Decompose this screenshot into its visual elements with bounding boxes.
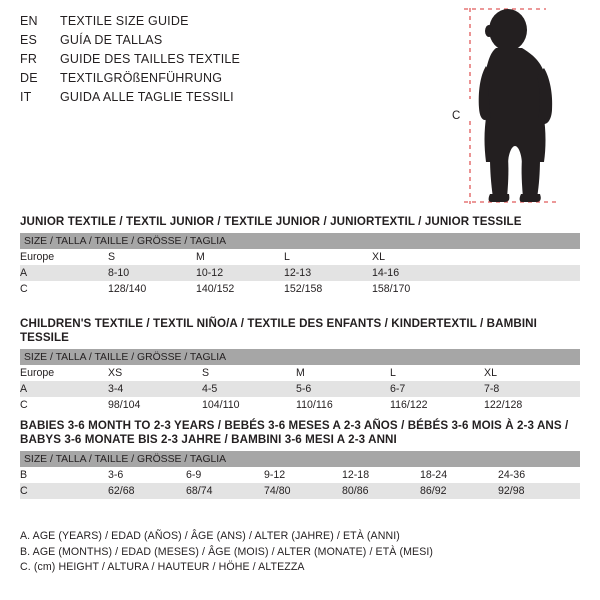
cell: 86/92 [420, 483, 498, 499]
cell: XL [484, 365, 580, 381]
language-code-de: DE [20, 71, 38, 85]
section-babies-textile [20, 419, 580, 499]
cell: 14-16 [372, 265, 580, 281]
section-title-babies: BABIES 3-6 MONTH TO 2-3 YEARS / BEBÉS 3-6 MESES A 2-3 AÑOS / BÉBÉS 3-6 MOIS À 2-3 ANS / BABYS 3-6 MONATE BIS 2-3 JAHRE / BAMBINI 3-6 MESI A 2-3 ANNI [20, 419, 569, 446]
table-row [20, 397, 580, 413]
cell: 24-36 [498, 467, 580, 483]
section-title-childrens: CHILDREN'S TEXTILE / TEXTIL NIÑO/A / TEXTILE DES ENFANTS / KINDERTEXTIL / BAMBINI TESSILE [20, 317, 537, 344]
silhouette-body [479, 9, 552, 202]
height-measure-label: C [452, 110, 461, 122]
language-row-it [20, 90, 440, 109]
row-label: A [20, 381, 108, 397]
language-text-es: GUÍA DE TALLAS [60, 33, 163, 47]
cell: 5-6 [296, 381, 390, 397]
row-label: B [20, 467, 108, 483]
cell: 12-18 [342, 467, 420, 483]
cell: 140/152 [196, 281, 284, 297]
cell: 9-12 [264, 467, 342, 483]
cell: S [108, 249, 196, 265]
cell: L [284, 249, 372, 265]
size-table-junior [20, 233, 580, 297]
cell: 18-24 [420, 467, 498, 483]
cell: L [390, 365, 484, 381]
cell: S [202, 365, 296, 381]
row-label: Europe [20, 249, 108, 265]
language-text-en: TEXTILE SIZE GUIDE [60, 14, 189, 28]
cell: 152/158 [284, 281, 372, 297]
cell: 12-13 [284, 265, 372, 281]
cell: 92/98 [498, 483, 580, 499]
footnote-c: C. (cm) HEIGHT / ALTURA / HAUTEUR / HÖHE / ALTEZZA [20, 561, 305, 573]
cell: 3-6 [108, 467, 186, 483]
cell: 4-5 [202, 381, 296, 397]
child-silhouette-icon [460, 6, 590, 206]
cell: 104/110 [202, 397, 296, 413]
cell: 128/140 [108, 281, 196, 297]
row-label: A [20, 265, 108, 281]
cell: XL [372, 249, 580, 265]
cell: 62/68 [108, 483, 186, 499]
cell: 116/122 [390, 397, 484, 413]
language-code-fr: FR [20, 52, 38, 66]
table-header-row [20, 349, 580, 365]
cell: 8-10 [108, 265, 196, 281]
language-code-en: EN [20, 14, 38, 28]
table-header-row [20, 233, 580, 249]
language-header [20, 14, 440, 109]
size-header-label: SIZE / TALLA / TAILLE / GRÖSSE / TAGLIA [20, 451, 580, 467]
section-childrens-textile [20, 317, 580, 413]
cell: 3-4 [108, 381, 202, 397]
size-table-babies [20, 451, 580, 499]
table-row [20, 467, 580, 483]
cell: 6-7 [390, 381, 484, 397]
size-header-label: SIZE / TALLA / TAILLE / GRÖSSE / TAGLIA [20, 233, 580, 249]
language-text-fr: GUIDE DES TAILLES TEXTILE [60, 52, 241, 66]
measurement-figure [440, 6, 590, 206]
section-junior-textile [20, 215, 580, 297]
table-row [20, 249, 580, 265]
language-row-fr [20, 52, 440, 71]
row-label: C [20, 281, 108, 297]
cell: 74/80 [264, 483, 342, 499]
cell: 80/86 [342, 483, 420, 499]
row-label: Europe [20, 365, 108, 381]
cell: 110/116 [296, 397, 390, 413]
language-code-it: IT [20, 90, 32, 104]
cell: 122/128 [484, 397, 580, 413]
language-text-it: GUIDA ALLE TAGLIE TESSILI [60, 90, 234, 104]
size-table-childrens [20, 349, 580, 413]
cell: 98/104 [108, 397, 202, 413]
section-title-junior: JUNIOR TEXTILE / TEXTIL JUNIOR / TEXTILE JUNIOR / JUNIORTEXTIL / JUNIOR TESSILE [20, 215, 522, 228]
cell: XS [108, 365, 202, 381]
language-text-de: TEXTILGRÖßENFÜHRUNG [60, 71, 223, 85]
row-label: C [20, 397, 108, 413]
language-row-en [20, 14, 440, 33]
cell: M [196, 249, 284, 265]
row-label: C [20, 483, 108, 499]
cell: 158/170 [372, 281, 580, 297]
language-code-es: ES [20, 33, 38, 47]
table-row [20, 483, 580, 499]
language-row-de [20, 71, 440, 90]
table-row [20, 365, 580, 381]
footnote-a: A. AGE (YEARS) / EDAD (AÑOS) / ÂGE (ANS) / ALTER (JAHRE) / ETÀ (ANNI) [20, 530, 400, 542]
table-row [20, 281, 580, 297]
footnote-b: B. AGE (MONTHS) / EDAD (MESES) / ÂGE (MOIS) / ALTER (MONATE) / ETÀ (MESI) [20, 545, 434, 558]
cell: 7-8 [484, 381, 580, 397]
cell: 68/74 [186, 483, 264, 499]
table-row [20, 381, 580, 397]
table-header-row [20, 451, 580, 467]
language-row-es [20, 33, 440, 52]
cell: M [296, 365, 390, 381]
cell: 10-12 [196, 265, 284, 281]
cell: 6-9 [186, 467, 264, 483]
size-header-label: SIZE / TALLA / TAILLE / GRÖSSE / TAGLIA [20, 349, 580, 365]
table-row [20, 265, 580, 281]
legend-footnotes [20, 529, 580, 576]
